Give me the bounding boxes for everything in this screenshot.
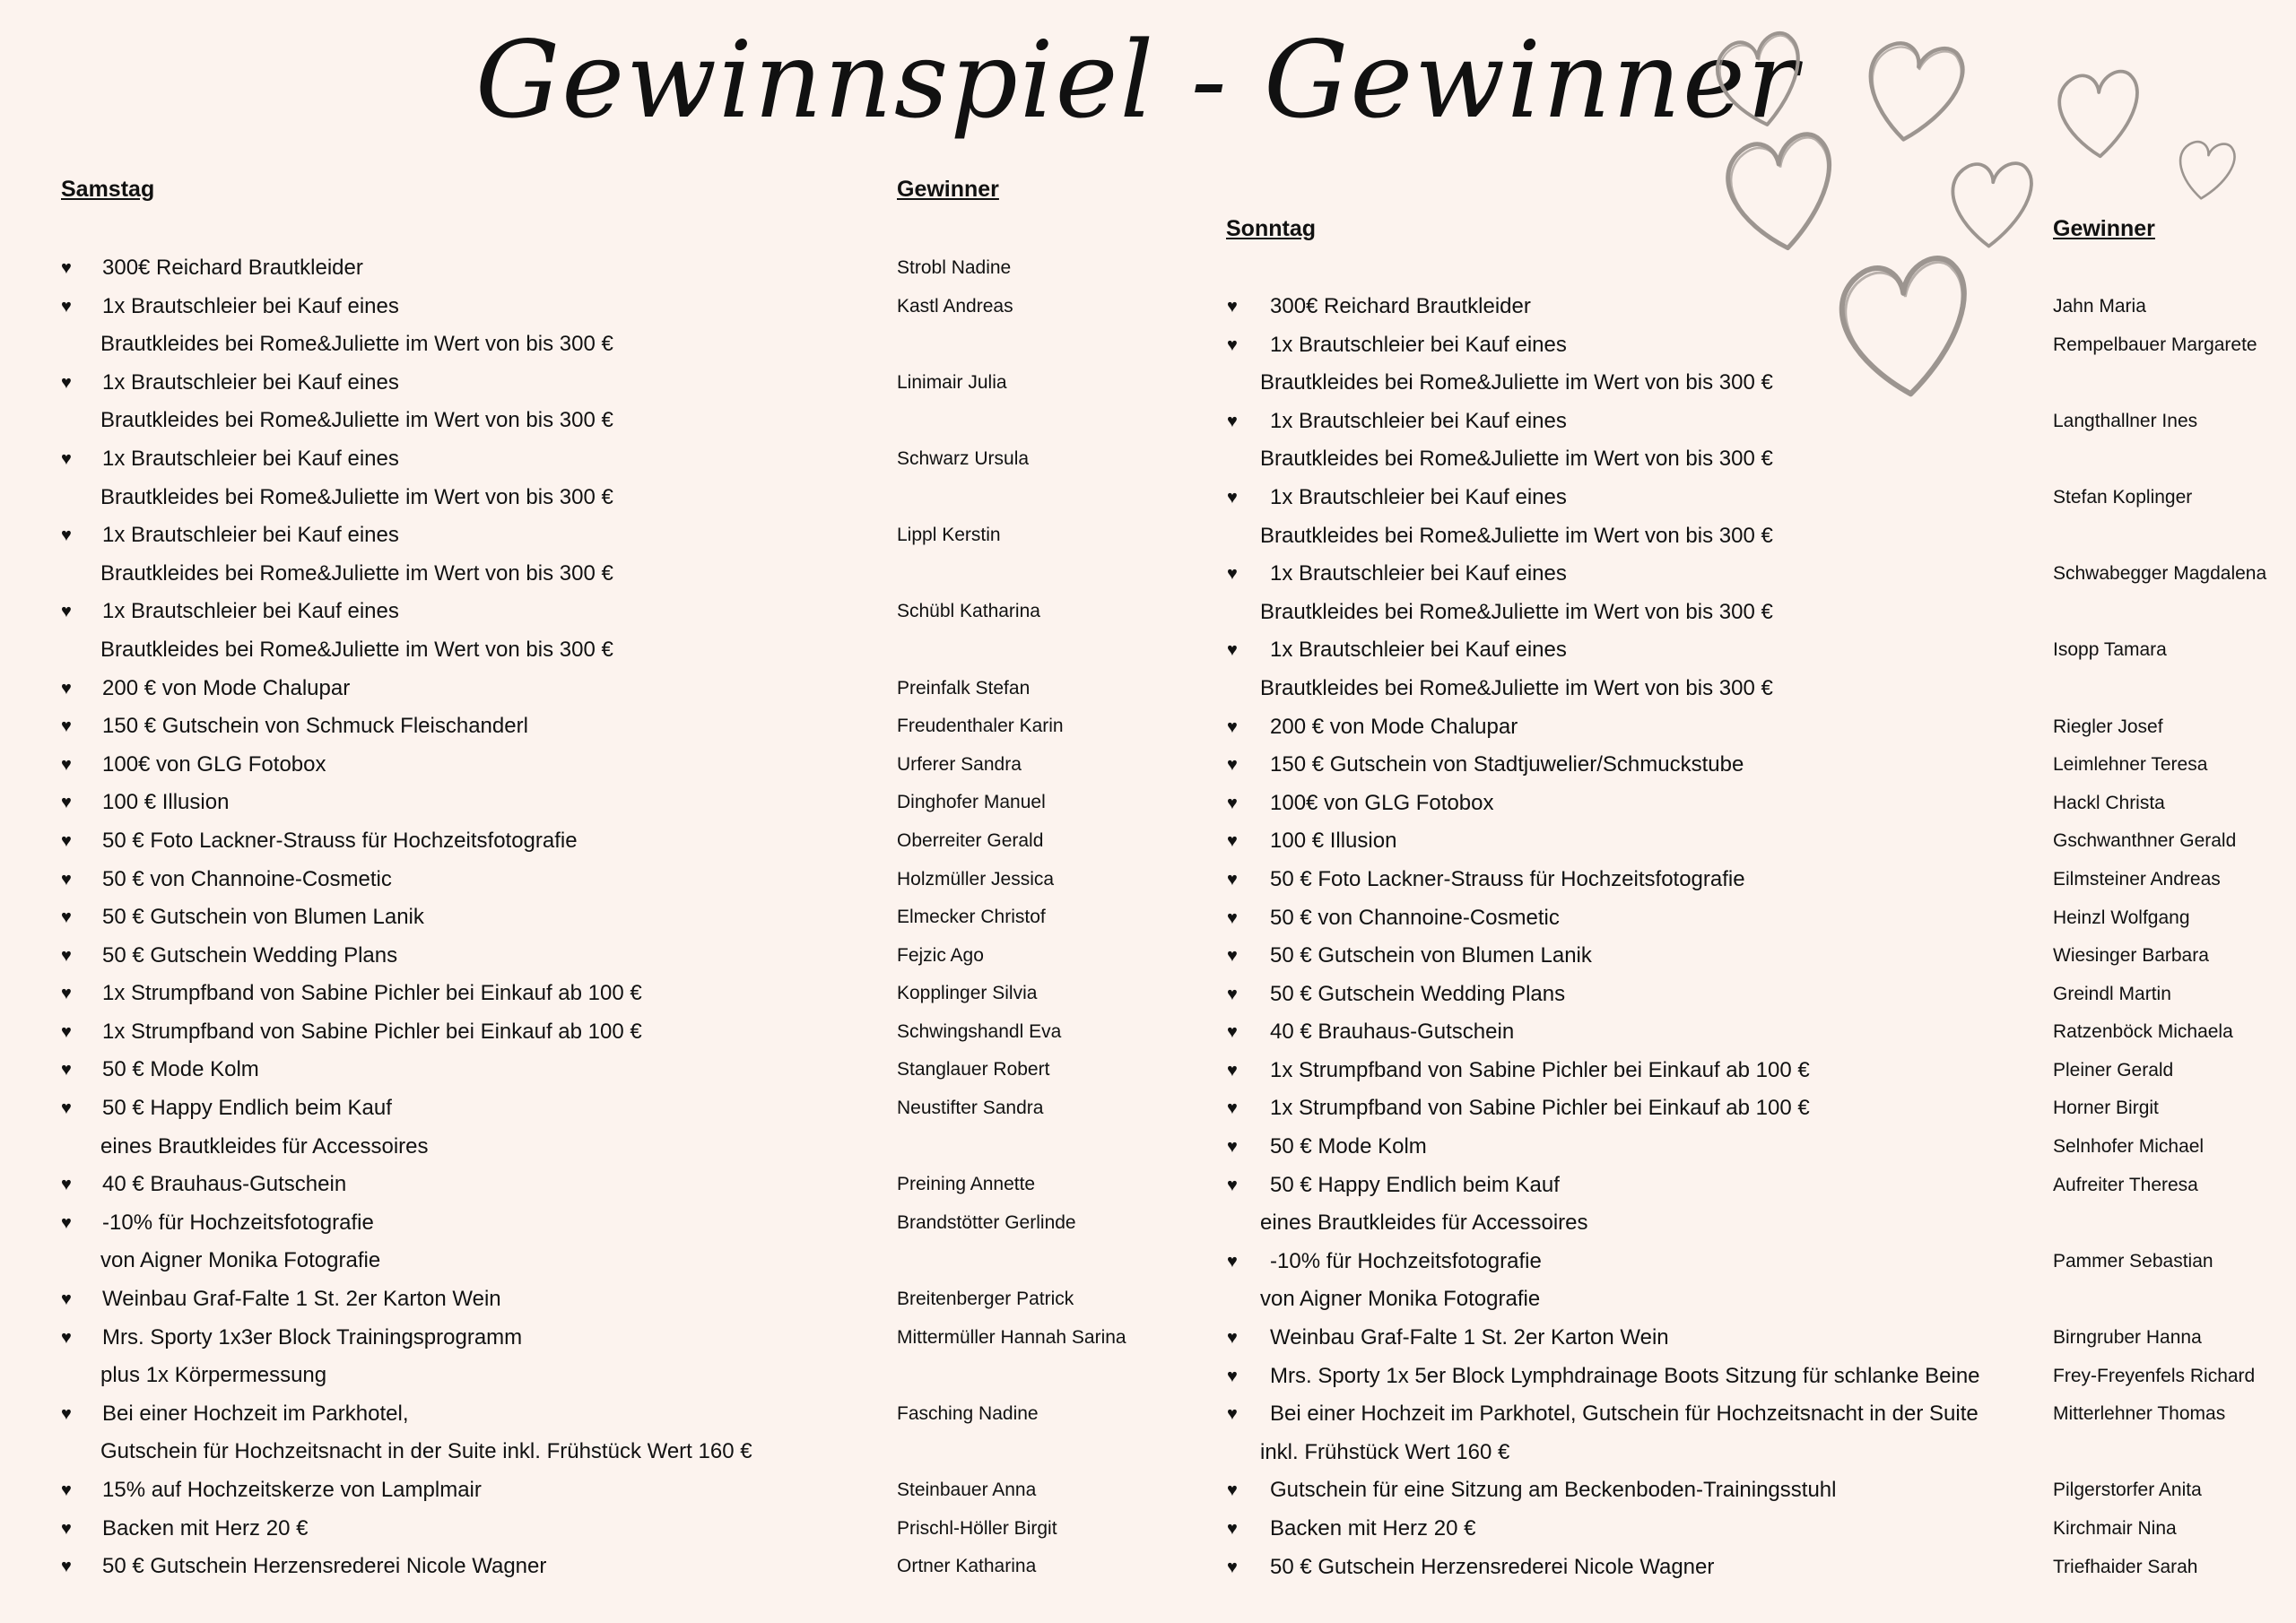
- prize-row: [1227, 1243, 2294, 1281]
- prize-row: [61, 822, 1182, 861]
- heart-bullet-icon: ♥: [1227, 869, 1238, 890]
- prize-text: Weinbau Graf-Falte 1 St. 2er Karton Wein: [102, 1287, 501, 1312]
- prize-row: [1227, 594, 2294, 632]
- prize-text: 100€ von GLG Fotobox: [1270, 790, 1494, 815]
- prize-text: Backen mit Herz 20 €: [1270, 1516, 1476, 1541]
- prize-text: 50 € Foto Lackner-Strauss für Hochzeitsfotografie: [1270, 866, 1745, 891]
- prize-row: [1227, 861, 2294, 899]
- prize-row: [1227, 670, 2294, 708]
- heart-bullet-icon: ♥: [61, 1518, 72, 1539]
- prize-text: inkl. Frühstück Wert 160 €: [1260, 1439, 1510, 1464]
- prize-row: [61, 1395, 1182, 1434]
- prize-row: [1227, 403, 2294, 441]
- winner-name: Ortner Katharina: [897, 1556, 1037, 1577]
- prize-row: [61, 555, 1182, 594]
- winner-name: Selnhofer Michael: [2053, 1136, 2205, 1158]
- winner-name: Dinghofer Manuel: [897, 792, 1046, 813]
- prize-text: 50 € Gutschein von Blumen Lanik: [102, 905, 424, 930]
- prize-text: 100€ von GLG Fotobox: [102, 751, 326, 777]
- prize-text: 50 € Gutschein Wedding Plans: [102, 942, 398, 968]
- prize-row: [61, 1013, 1182, 1052]
- winner-name: Prischl-Höller Birgit: [897, 1517, 1057, 1539]
- heart-bullet-icon: ♥: [61, 1021, 72, 1042]
- prize-row: [61, 1319, 1182, 1358]
- prize-text: 1x Strumpfband von Sabine Pichler bei Einkauf ab 100 €: [102, 1019, 642, 1044]
- prize-row: [1227, 708, 2294, 747]
- prize-row: [1227, 1319, 2294, 1358]
- winner-name: Horner Birgit: [2053, 1098, 2159, 1119]
- prize-text: Bei einer Hochzeit im Parkhotel, Gutschein für Hochzeitsnacht in der Suite: [1270, 1402, 1979, 1427]
- prize-row: [61, 670, 1182, 708]
- heart-bullet-icon: ♥: [1227, 755, 1238, 776]
- prize-text: 1x Brautschleier bei Kauf eines: [102, 293, 399, 318]
- heart-icon: [2177, 140, 2236, 202]
- prize-row: [1227, 822, 2294, 861]
- heart-bullet-icon: ♥: [1227, 1404, 1238, 1425]
- prize-text: -10% für Hochzeitsfotografie: [102, 1210, 374, 1235]
- prize-text: Brautkleides bei Rome&Juliette im Wert von bis 300 €: [1260, 675, 1773, 700]
- prize-text: 150 € Gutschein von Schmuck Fleischanderl: [102, 714, 528, 739]
- winner-name: Schübl Katharina: [897, 601, 1040, 622]
- winner-name: Kastl Andreas: [897, 295, 1013, 317]
- prize-text: 1x Brautschleier bei Kauf eines: [1270, 332, 1567, 357]
- prize-text: 50 € Happy Endlich beim Kauf: [1270, 1172, 1560, 1197]
- heart-bullet-icon: ♥: [1227, 716, 1238, 737]
- page-title: Gewinnspiel - Gewinner: [475, 18, 1800, 142]
- prize-row: [61, 861, 1182, 899]
- prize-row: [61, 288, 1182, 326]
- heart-bullet-icon: ♥: [1227, 1060, 1238, 1081]
- prize-text: 300€ Reichard Brautkleider: [102, 256, 363, 280]
- prize-row: [61, 479, 1182, 517]
- prize-text: 50 € Mode Kolm: [1270, 1134, 1427, 1159]
- heart-bullet-icon: ♥: [1227, 1175, 1238, 1195]
- samstag-winner-heading: Gewinner: [897, 177, 999, 202]
- heart-bullet-icon: ♥: [1227, 1022, 1238, 1043]
- winner-name: Strobl Nadine: [897, 257, 1012, 278]
- prize-row: [61, 1471, 1182, 1510]
- heart-bullet-icon: ♥: [61, 1480, 72, 1500]
- prize-text: 1x Brautschleier bei Kauf eines: [102, 523, 399, 548]
- winner-name: Ratzenböck Michaela: [2053, 1021, 2233, 1043]
- heart-bullet-icon: ♥: [61, 754, 72, 775]
- heart-bullet-icon: ♥: [61, 1212, 72, 1233]
- prize-row: [1227, 937, 2294, 976]
- heart-bullet-icon: ♥: [1227, 907, 1238, 928]
- prize-row: [1227, 1052, 2294, 1090]
- winner-name: Riegler Josef: [2053, 716, 2163, 737]
- sonntag-heading: Sonntag: [1226, 216, 1316, 241]
- prize-row: [61, 1089, 1182, 1128]
- heart-bullet-icon: ♥: [61, 984, 72, 1004]
- heart-bullet-icon: ♥: [1227, 334, 1238, 355]
- heart-bullet-icon: ♥: [61, 1289, 72, 1310]
- heart-bullet-icon: ♥: [61, 525, 72, 546]
- prize-row: [1227, 288, 2294, 326]
- winner-name: Stanglauer Robert: [897, 1059, 1050, 1081]
- winner-name: Holzmüller Jessica: [897, 868, 1055, 890]
- prize-row: [1227, 517, 2294, 556]
- prize-text: Brautkleides bei Rome&Juliette im Wert von bis 300 €: [1260, 447, 1773, 472]
- winner-name: Preining Annette: [897, 1174, 1036, 1195]
- prize-text: Gutschein für eine Sitzung am Beckenboden-Trainingsstuhl: [1270, 1478, 1837, 1503]
- heart-bullet-icon: ♥: [61, 869, 72, 890]
- prize-row: [61, 593, 1182, 631]
- prize-text: 1x Brautschleier bei Kauf eines: [1270, 638, 1567, 663]
- prize-text: Brautkleides bei Rome&Juliette im Wert von bis 300 €: [100, 332, 613, 357]
- prize-text: 50 € Gutschein Herzensrederei Nicole Wagner: [102, 1554, 547, 1579]
- prize-text: eines Brautkleides für Accessoires: [100, 1133, 429, 1159]
- heart-bullet-icon: ♥: [61, 296, 72, 317]
- prize-row: [61, 784, 1182, 822]
- heart-bullet-icon: ♥: [1227, 1137, 1238, 1158]
- prize-row: [61, 937, 1182, 976]
- prize-text: eines Brautkleides für Accessoires: [1260, 1211, 1588, 1236]
- prize-text: von Aigner Monika Fotografie: [100, 1248, 381, 1273]
- prize-row: [61, 1357, 1182, 1395]
- prize-row: [61, 1548, 1182, 1586]
- winner-name: Pleiner Gerald: [2053, 1059, 2174, 1081]
- prize-row: [1227, 1434, 2294, 1472]
- winner-name: Jahn Maria: [2053, 296, 2146, 317]
- prize-text: 50 € von Channoine-Cosmetic: [1270, 905, 1560, 930]
- prize-text: plus 1x Körpermessung: [100, 1363, 327, 1388]
- heart-bullet-icon: ♥: [1227, 1366, 1238, 1386]
- winner-name: Stefan Koplinger: [2053, 486, 2193, 508]
- prize-text: 50 € Gutschein Herzensrederei Nicole Wagner: [1270, 1554, 1715, 1579]
- winner-name: Preinfalk Stefan: [897, 677, 1031, 699]
- heart-bullet-icon: ♥: [61, 945, 72, 966]
- heart-bullet-icon: ♥: [61, 258, 72, 278]
- winner-name: Brandstötter Gerlinde: [897, 1211, 1076, 1233]
- winner-name: Breitenberger Patrick: [897, 1289, 1074, 1310]
- winner-name: Langthallner Ines: [2053, 410, 2198, 431]
- heart-bullet-icon: ♥: [61, 448, 72, 469]
- winner-name: Pilgerstorfer Anita: [2053, 1480, 2202, 1501]
- winner-name: Steinbauer Anna: [897, 1480, 1037, 1500]
- prize-row: [1227, 1089, 2294, 1128]
- prize-row: [1227, 1510, 2294, 1549]
- prize-row: [1227, 976, 2294, 1014]
- prize-row: [61, 1433, 1182, 1471]
- heart-bullet-icon: ♥: [1227, 1098, 1238, 1119]
- winner-name: Fasching Nadine: [897, 1402, 1039, 1424]
- heart-bullet-icon: ♥: [61, 602, 72, 622]
- heart-bullet-icon: ♥: [1227, 831, 1238, 852]
- prize-row: [1227, 440, 2294, 479]
- winner-name: Aufreiter Theresa: [2053, 1174, 2198, 1195]
- winner-name: Elmecker Christof: [897, 907, 1046, 928]
- prize-text: 50 € Happy Endlich beim Kauf: [102, 1096, 392, 1121]
- sonntag-winner-heading: Gewinner: [2053, 216, 2155, 241]
- prize-text: Brautkleides bei Rome&Juliette im Wert von bis 300 €: [100, 484, 613, 509]
- prize-row: [61, 898, 1182, 937]
- prize-row: [61, 746, 1182, 785]
- winner-name: Freudenthaler Karin: [897, 716, 1064, 737]
- prize-text: 1x Brautschleier bei Kauf eines: [1270, 484, 1567, 509]
- prize-text: 50 € von Channoine-Cosmetic: [102, 866, 392, 891]
- prize-text: 1x Brautschleier bei Kauf eines: [1270, 561, 1567, 586]
- prize-text: Bei einer Hochzeit im Parkhotel,: [102, 1401, 409, 1426]
- prize-row: [61, 364, 1182, 403]
- prize-row: [61, 975, 1182, 1013]
- winner-name: Leimlehner Teresa: [2053, 754, 2208, 776]
- heart-bullet-icon: ♥: [1227, 640, 1238, 661]
- prize-row: [1227, 1013, 2294, 1052]
- samstag-heading: Samstag: [61, 177, 155, 202]
- winner-name: Mitterlehner Thomas: [2053, 1403, 2226, 1425]
- winner-name: Kopplinger Silvia: [897, 983, 1038, 1004]
- heart-bullet-icon: ♥: [61, 1060, 72, 1081]
- prize-row: [1227, 326, 2294, 365]
- prize-row: [61, 249, 1182, 288]
- winner-name: Pammer Sebastian: [2053, 1250, 2213, 1271]
- prize-row: [1227, 1167, 2294, 1205]
- heart-bullet-icon: ♥: [61, 1403, 72, 1424]
- prize-row: [1227, 364, 2294, 403]
- prize-text: Weinbau Graf-Falte 1 St. 2er Karton Wein: [1270, 1325, 1669, 1350]
- prize-text: 200 € von Mode Chalupar: [1270, 714, 1518, 739]
- prize-row: [1227, 1549, 2294, 1587]
- heart-bullet-icon: ♥: [1227, 487, 1238, 508]
- prize-row: [61, 1166, 1182, 1204]
- prize-text: 100 € Illusion: [102, 790, 230, 815]
- heart-bullet-icon: ♥: [1227, 1328, 1238, 1349]
- prize-row: [61, 707, 1182, 746]
- prize-text: 1x Brautschleier bei Kauf eines: [102, 446, 399, 471]
- winner-name: Fejzic Ago: [897, 944, 984, 966]
- prize-text: 40 € Brauhaus-Gutschein: [102, 1172, 347, 1197]
- prize-text: Brautkleides bei Rome&Juliette im Wert von bis 300 €: [100, 637, 613, 662]
- prize-row: [61, 1128, 1182, 1167]
- heart-bullet-icon: ♥: [1227, 564, 1238, 585]
- winner-name: Oberreiter Gerald: [897, 829, 1044, 851]
- prize-row: [61, 516, 1182, 555]
- prize-text: 300€ Reichard Brautkleider: [1270, 294, 1531, 318]
- prize-text: 50 € Gutschein Wedding Plans: [1270, 981, 1566, 1006]
- prize-row: [1227, 631, 2294, 670]
- prize-row: [61, 1051, 1182, 1089]
- heart-bullet-icon: ♥: [61, 1098, 72, 1119]
- winner-name: Wiesinger Barbara: [2053, 945, 2209, 967]
- prize-row: [1227, 555, 2294, 594]
- heart-bullet-icon: ♥: [1227, 1557, 1238, 1577]
- prize-text: 50 € Foto Lackner-Strauss für Hochzeitsfotografie: [102, 828, 578, 853]
- winner-name: Linimair Julia: [897, 371, 1007, 393]
- prize-text: 150 € Gutschein von Stadtjuwelier/Schmuckstube: [1270, 752, 1744, 777]
- prize-row: [61, 631, 1182, 670]
- prize-text: 50 € Mode Kolm: [102, 1057, 259, 1082]
- prize-row: [1227, 1280, 2294, 1319]
- heart-bullet-icon: ♥: [61, 678, 72, 699]
- prize-text: Brautkleides bei Rome&Juliette im Wert von bis 300 €: [100, 408, 613, 433]
- prize-text: Brautkleides bei Rome&Juliette im Wert von bis 300 €: [1260, 370, 1773, 395]
- prize-row: [1227, 479, 2294, 517]
- prize-text: Brautkleides bei Rome&Juliette im Wert von bis 300 €: [1260, 523, 1773, 548]
- winner-name: Rempelbauer Margarete: [2053, 334, 2257, 355]
- prize-row: [61, 1280, 1182, 1319]
- heart-bullet-icon: ♥: [61, 907, 72, 928]
- prize-text: von Aigner Monika Fotografie: [1260, 1287, 1541, 1312]
- prize-text: Mrs. Sporty 1x3er Block Trainingsprogramm: [102, 1324, 523, 1350]
- winner-name: Gschwanthner Gerald: [2053, 830, 2237, 852]
- winner-name: Isopp Tamara: [2053, 639, 2167, 661]
- winner-name: Lippl Kerstin: [897, 525, 1001, 546]
- winner-name: Neustifter Sandra: [897, 1098, 1044, 1119]
- winner-name: Schwingshandl Eva: [897, 1020, 1062, 1042]
- winner-name: Eilmsteiner Andreas: [2053, 868, 2221, 890]
- prize-text: 50 € Gutschein von Blumen Lanik: [1270, 943, 1592, 968]
- prize-row: [61, 440, 1182, 479]
- winner-name: Hackl Christa: [2053, 792, 2165, 813]
- winner-name: Frey-Freyenfels Richard: [2053, 1365, 2256, 1386]
- prize-row: [1227, 1471, 2294, 1510]
- heart-bullet-icon: ♥: [1227, 1480, 1238, 1501]
- heart-bullet-icon: ♥: [1227, 297, 1238, 317]
- prize-row: [61, 402, 1182, 440]
- prize-row: [1227, 1358, 2294, 1396]
- prize-text: 15% auf Hochzeitskerze von Lamplmair: [102, 1478, 482, 1502]
- heart-bullet-icon: ♥: [1227, 1519, 1238, 1539]
- prize-text: -10% für Hochzeitsfotografie: [1270, 1248, 1542, 1273]
- prize-text: 1x Brautschleier bei Kauf eines: [1270, 408, 1567, 433]
- prize-row: [1227, 746, 2294, 785]
- heart-bullet-icon: ♥: [61, 793, 72, 813]
- heart-bullet-icon: ♥: [61, 1175, 72, 1195]
- sonntag-prize-list: [1227, 288, 2294, 1586]
- heart-bullet-icon: ♥: [61, 1327, 72, 1348]
- prize-text: 1x Strumpfband von Sabine Pichler bei Einkauf ab 100 €: [102, 981, 642, 1006]
- winner-name: Greindl Martin: [2053, 983, 2171, 1004]
- prize-row: [61, 1242, 1182, 1280]
- heart-icon: [1952, 163, 2031, 246]
- prize-row: [1227, 1128, 2294, 1167]
- prize-row: [61, 1510, 1182, 1549]
- heart-icon: [1712, 30, 1811, 132]
- prize-text: 100 € Illusion: [1270, 829, 1397, 854]
- prize-text: Brautkleides bei Rome&Juliette im Wert von bis 300 €: [1260, 599, 1773, 624]
- heart-bullet-icon: ♥: [61, 716, 72, 737]
- prize-text: Brautkleides bei Rome&Juliette im Wert von bis 300 €: [100, 560, 613, 586]
- winner-name: Kirchmair Nina: [2053, 1518, 2177, 1539]
- prize-text: 1x Brautschleier bei Kauf eines: [102, 599, 399, 624]
- winner-name: Triefhaider Sarah: [2053, 1556, 2198, 1577]
- prize-text: 1x Strumpfband von Sabine Pichler bei Einkauf ab 100 €: [1270, 1096, 1810, 1121]
- prize-text: 1x Strumpfband von Sabine Pichler bei Einkauf ab 100 €: [1270, 1057, 1810, 1082]
- prize-text: Backen mit Herz 20 €: [102, 1515, 309, 1541]
- prize-row: [1227, 785, 2294, 823]
- heart-bullet-icon: ♥: [1227, 411, 1238, 431]
- prize-row: [1227, 899, 2294, 938]
- prize-text: 200 € von Mode Chalupar: [102, 675, 351, 700]
- prize-text: 1x Brautschleier bei Kauf eines: [102, 369, 399, 395]
- heart-bullet-icon: ♥: [61, 1557, 72, 1577]
- prize-text: Gutschein für Hochzeitsnacht in der Suite inkl. Frühstück Wert 160 €: [100, 1439, 752, 1464]
- winner-name: Mittermüller Hannah Sarina: [897, 1326, 1126, 1348]
- heart-bullet-icon: ♥: [1227, 984, 1238, 1004]
- heart-icon: [2057, 70, 2143, 160]
- heart-bullet-icon: ♥: [1227, 1251, 1238, 1271]
- prize-row: [61, 1204, 1182, 1243]
- heart-bullet-icon: ♥: [61, 830, 72, 851]
- prize-row: [1227, 1204, 2294, 1243]
- prize-row: [1227, 1395, 2294, 1434]
- heart-icon: [1862, 39, 1965, 146]
- prize-text: 40 € Brauhaus-Gutschein: [1270, 1020, 1515, 1045]
- heart-bullet-icon: ♥: [1227, 946, 1238, 967]
- winner-name: Schwarz Ursula: [897, 447, 1030, 469]
- prize-row: [61, 325, 1182, 364]
- winner-name: Heinzl Wolfgang: [2053, 907, 2190, 928]
- winner-name: Schwabegger Magdalena: [2053, 563, 2267, 585]
- samstag-prize-list: [61, 249, 1182, 1586]
- prize-text: Mrs. Sporty 1x 5er Block Lymphdrainage Boots Sitzung für schlanke Beine: [1270, 1363, 1980, 1388]
- winner-name: Urferer Sandra: [897, 753, 1022, 775]
- heart-bullet-icon: ♥: [1227, 793, 1238, 813]
- winner-name: Birngruber Hanna: [2053, 1327, 2202, 1349]
- heart-bullet-icon: ♥: [61, 372, 72, 393]
